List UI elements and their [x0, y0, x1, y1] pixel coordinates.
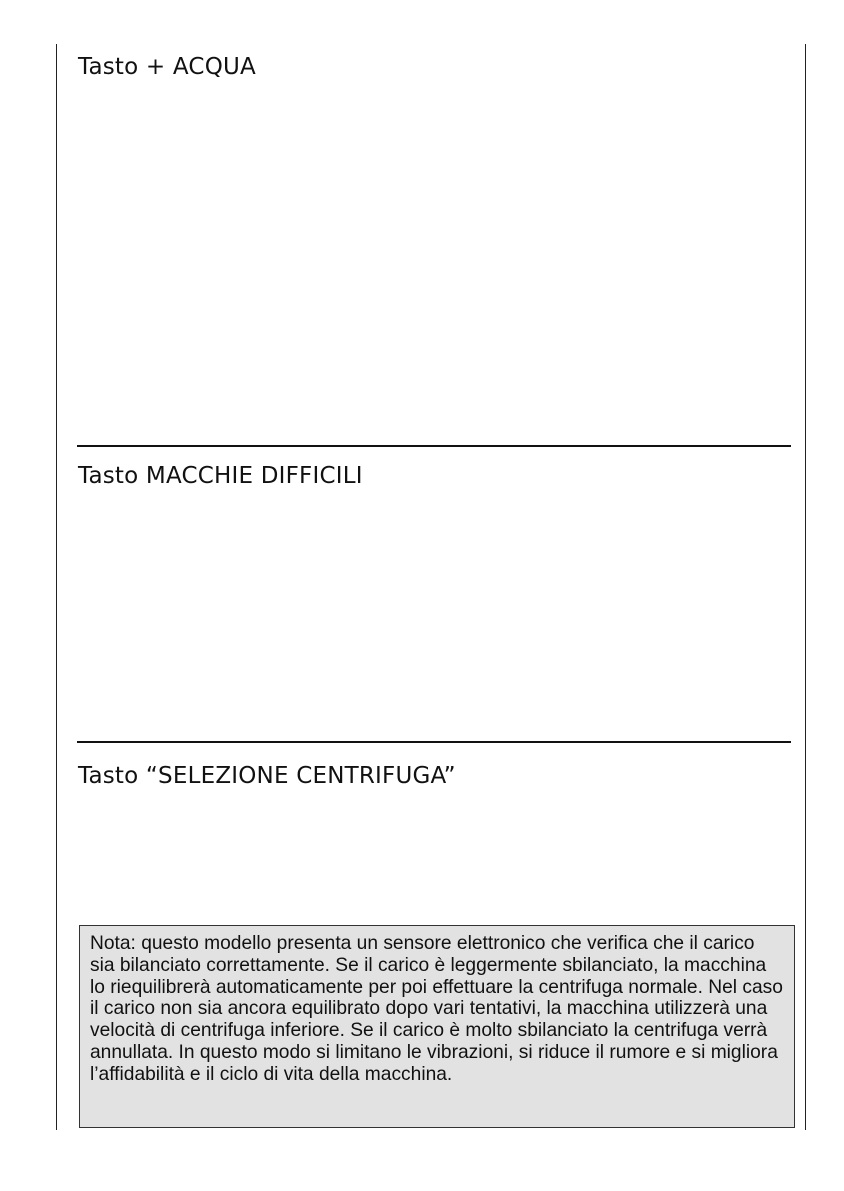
heading-tasto-acqua: Tasto + ACQUA	[78, 54, 256, 80]
section-divider	[77, 445, 791, 447]
page-border-left	[56, 44, 57, 1130]
page-border-right	[805, 44, 806, 1130]
heading-tasto-selezione-centrifuga: Tasto “SELEZIONE CENTRIFUGA”	[78, 763, 456, 789]
note-text: Nota: questo modello presenta un sensore elettronico che verifica che il carico sia bilanciato correttamente. Se il carico è leggermente sbilanciato, la macchina lo riequilibrerà automaticamente per poi effettuare la centrifuga normale. Nel caso il carico non sia ancora equilibrato dopo vari tentativi, la macchina utilizzerà una velocità di centrifuga inferiore. Se il carico è molto sbilanciato la centrifuga verrà annullata. In questo modo si limitano le vibrazioni, si riduce il rumore e si migliora l’affidabilità e il ciclo di vita della macchina.	[90, 933, 783, 1085]
note-box	[79, 925, 795, 1128]
heading-tasto-macchie-difficili: Tasto MACCHIE DIFFICILI	[78, 463, 363, 489]
section-divider	[77, 741, 791, 743]
